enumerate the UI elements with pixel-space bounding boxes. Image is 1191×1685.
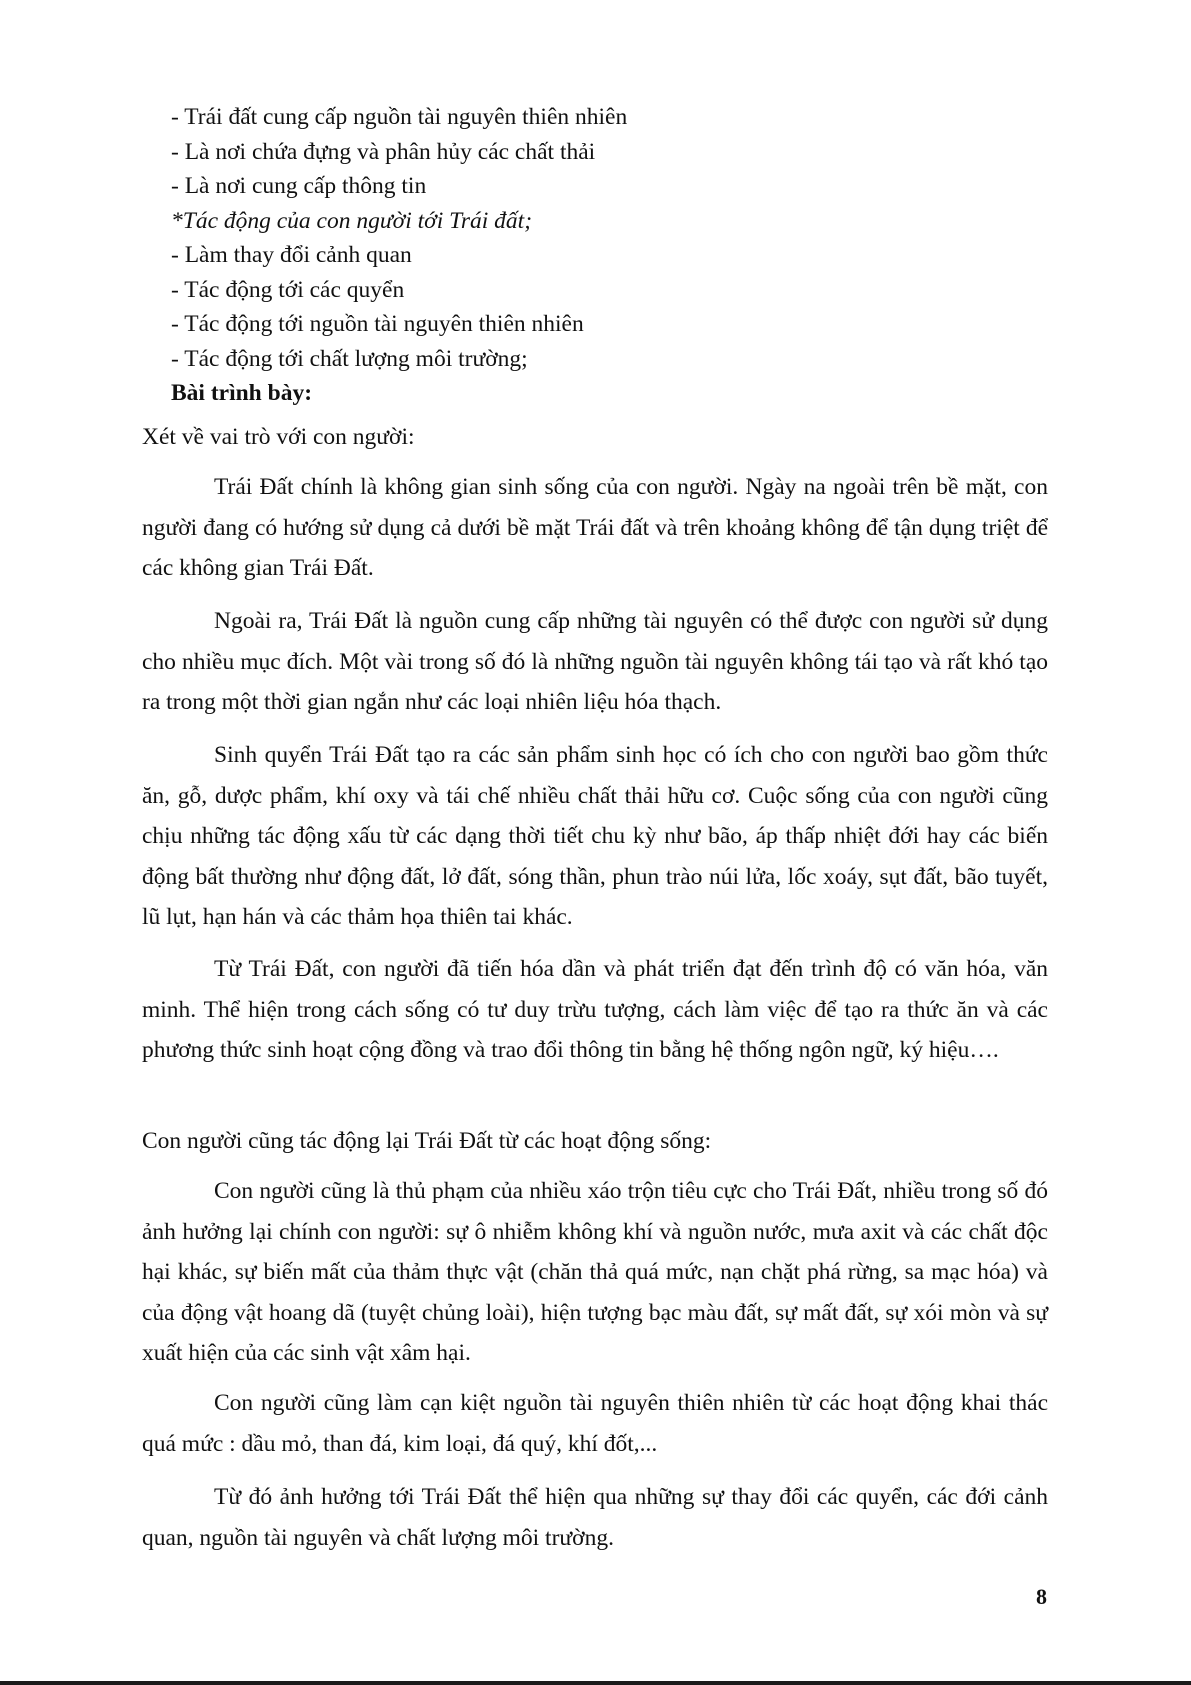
impact-item: - Tác động tới các quyển — [171, 276, 405, 303]
bullet-item: - Trái đất cung cấp nguồn tài nguyên thiên nhiên — [171, 104, 628, 130]
paragraph-biosphere: Sinh quyển Trái Đất tạo ra các sản phẩm sinh học có ích cho con người bao gồm thức ăn, gỗ, dược phẩm, khí oxy và tái chế nhiều chất thải hữu cơ. Cuộc sống của con người cũng chịu những tác động xấu từ các dạng thời tiết chu kỳ như bão, áp thấp nhiệt đới hay các biến động bất thường như động đất, lở đất, sóng thần, phun trào núi lửa, lốc xoáy, sụt đất, bão tuyết, lũ lụt, hạn hán và các thảm họa thiên tai khác. — [142, 742, 1048, 931]
paragraph-evolution: Từ Trái Đất, con người đã tiến hóa dần và phát triển đạt đến trình độ có văn hóa, văn minh. Thể hiện trong cách sống có tư duy trừu tượng, cách làm việc để tạo ra thức ăn và các phương thức sinh hoạt cộng đồng và trao đổi thông tin bằng hệ thống ngôn ngữ, ký hiệu…. — [142, 956, 1048, 1064]
bullet-list — [171, 100, 1071, 411]
paragraph-resources: Ngoài ra, Trái Đất là nguồn cung cấp những tài nguyên có thể được con người sử dụng cho nhiều mục đích. Một vài trong số đó là những nguồn tài nguyên không tái tạo và rất khó tạo ra trong một thời gian ngắn như các loại nhiên liệu hóa thạch. — [142, 608, 1048, 716]
paragraph-depletion: Con người cũng làm cạn kiệt nguồn tài nguyên thiên nhiên từ các hoạt động khai thác quá mức : dầu mỏ, than đá, kim loại, đá quý, khí đốt,... — [142, 1390, 1048, 1457]
impact-heading: *Tác động của con người tới Trái đất; — [171, 207, 533, 234]
paragraph-living-space: Trái Đất chính là không gian sinh sống của con người. Ngày na ngoài trên bề mặt, con người đang có hướng sử dụng cả dưới bề mặt Trái đất và trên khoảng không để tận dụng triệt để các không gian Trái Đất. — [142, 474, 1048, 582]
paragraph-consequence: Từ đó ảnh hưởng tới Trái Đất thể hiện qua những sự thay đổi các quyển, các đới cảnh quan, nguồn tài nguyên và chất lượng môi trường. — [142, 1484, 1048, 1551]
bullet-item: - Là nơi cung cấp thông tin — [171, 173, 427, 199]
impact-item: - Làm thay đổi cảnh quan — [171, 242, 412, 268]
section2-heading: Con người cũng tác động lại Trái Đất từ các hoạt động sống: — [142, 1128, 712, 1154]
bullet-item: - Là nơi chứa đựng và phân hủy các chất thải — [171, 138, 596, 165]
paragraph-human-impact: Con người cũng là thủ phạm của nhiều xáo trộn tiêu cực cho Trái Đất, nhiều trong số đó ảnh hưởng lại chính con người: sự ô nhiễm không khí và nguồn nước, mưa axit và các chất độc hại khác, sự biến mất của thảm thực vật (chăn thả quá mức, nạn chặt phá rừng, sa mạc hóa) và của động vật hoang dã (tuyệt chủng loài), hiện tượng bạc màu đất, sự mất đất, sự xói mòn và sự xuất hiện của các sinh vật xâm hại. — [142, 1178, 1048, 1367]
presentation-heading: Bài trình bày: — [171, 380, 313, 406]
impact-item: - Tác động tới chất lượng môi trường; — [171, 345, 528, 372]
impact-item: - Tác động tới nguồn tài nguyên thiên nhiên — [171, 311, 584, 337]
bottom-divider — [0, 1681, 1191, 1685]
section1-heading: Xét về vai trò với con người: — [142, 424, 415, 450]
page-number: 8 — [1036, 1584, 1047, 1609]
